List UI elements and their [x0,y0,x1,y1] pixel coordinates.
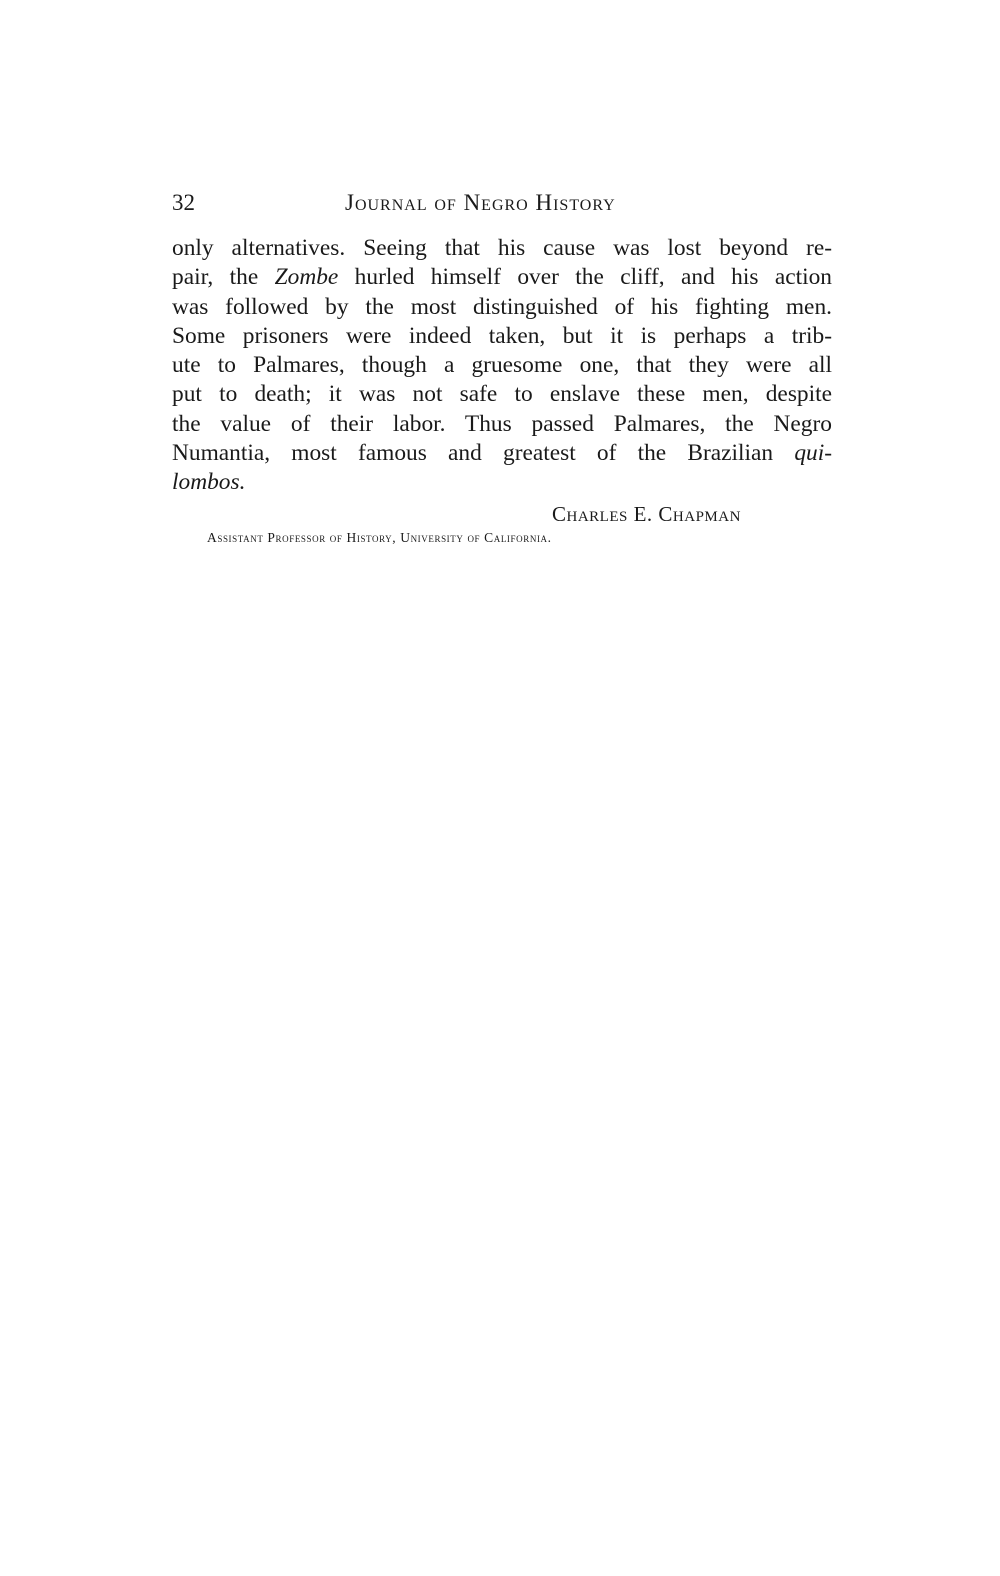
text-line [172,351,832,380]
text-span: Some prisoners were indeed taken, but it is perhaps a trib- [172,322,832,349]
text-line [172,234,832,263]
text-line [172,468,832,497]
running-header [172,188,832,218]
text-line [172,410,832,439]
italic-term: Zombe [274,264,339,291]
text-span: put to death; it was not safe to enslave these men, despite [172,381,832,408]
text-line [172,293,832,322]
body-paragraph [172,234,832,498]
text-span: the value of their labor. Thus passed Palmares, the Negro [172,410,832,437]
author-signature: Charles E. Chapman [552,502,741,526]
journal-title: Journal of Negro History [345,190,616,215]
author-affiliation: Assistant Professor of History, University of California. [207,530,552,545]
text-span: was followed by the most distinguished of his fighting men. [172,293,832,320]
text-span: Numantia, most famous and greatest of the Brazilian [172,440,795,467]
text-line [172,263,832,292]
italic-term: qui- [794,440,832,467]
text-span: pair, the [172,264,275,291]
text-line [172,439,832,468]
text-span: hurled himself over the cliff, and his action [338,264,832,291]
text-span: only alternatives. Seeing that his cause was lost beyond re- [172,235,832,261]
italic-term: lombos. [172,469,246,496]
page-number: 32 [172,190,195,215]
text-line [172,322,832,351]
text-span: ute to Palmares, though a gruesome one, that they were all [172,352,832,379]
text-line [172,380,832,409]
